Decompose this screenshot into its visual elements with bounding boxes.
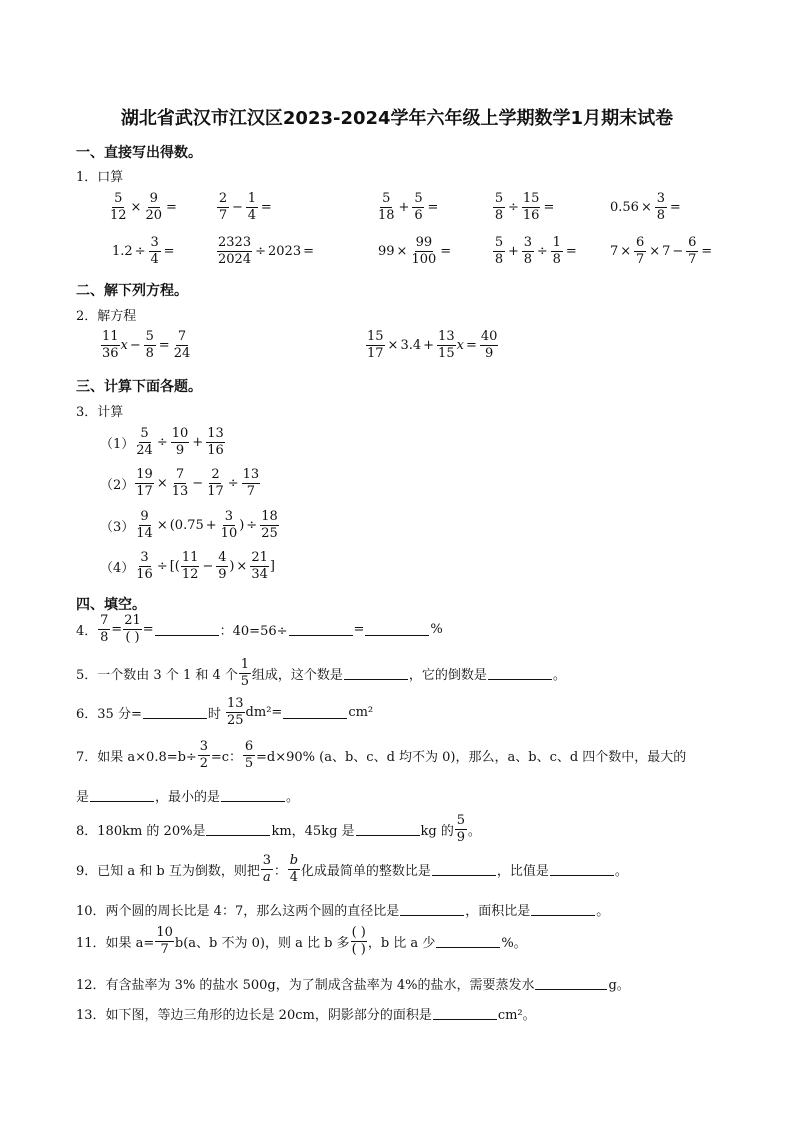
answer-blank[interactable]	[344, 667, 408, 680]
oral-item-5: 0.56 × $\frac{3}{8}$ =	[610, 191, 681, 223]
answer-blank[interactable]	[221, 789, 285, 802]
question-5: 5．一个数由 3 个 1 和 4 个 $\frac{1}{5}$ 组成，这个数是 ，它的倒数是 。	[76, 657, 566, 689]
question-10: 10．两个圆的周长比是 4：7，那么这两个圆的直径比是 ，面积比是 。	[76, 904, 610, 919]
oral-item-6: 1.2 ÷ $\frac{3}{4}$ =	[112, 235, 175, 267]
section-heading-4: 四、填空。	[76, 597, 146, 613]
oral-item-8: 99 × $\frac{99}{100}$ =	[378, 235, 452, 267]
answer-blank[interactable]	[155, 623, 219, 636]
equation-2: $\frac{15}{17}$ × 3.4 + $\frac{13}{15}$ x = $\frac{40}{9}$	[367, 329, 498, 361]
question-1-label: 1．口算	[76, 170, 124, 185]
oral-item-1: $\frac{5}{12}$ × $\frac{9}{20}$ =	[110, 191, 177, 223]
question-7: 7．如果 a×0.8=b÷ $\frac{3}{2}$ =c： $\frac{6}{5}$ =d×90% (a、b、c、d 均不为 0)，那么，a、b、c、d 四个数中，最大的	[76, 739, 687, 771]
question-4: 4． $\frac{7}{8}$ = $\frac{21}{( )}$ = ：40=56÷ = %	[76, 613, 443, 645]
question-13: 13．如下图，等边三角形的边长是 20cm，阴影部分的面积是 cm²。	[76, 1008, 536, 1023]
answer-blank[interactable]	[356, 823, 420, 836]
question-6: 6．35 分= 时 $\frac{13}{25}$ dm²= cm²	[76, 696, 374, 728]
answer-blank[interactable]	[531, 903, 595, 916]
answer-blank[interactable]	[400, 903, 464, 916]
calc-item-1: （1） $\frac{5}{24}$ ÷ $\frac{10}{9}$ + $\frac{13}{16}$	[100, 426, 224, 458]
answer-blank[interactable]	[365, 623, 429, 636]
answer-blank[interactable]	[535, 977, 607, 990]
answer-blank[interactable]	[433, 1007, 497, 1020]
question-2-label: 2．解方程	[76, 309, 137, 324]
answer-blank[interactable]	[206, 823, 270, 836]
answer-blank[interactable]	[283, 706, 347, 719]
question-7-cont: 是 ，最小的是 。	[76, 790, 300, 805]
section-heading-1: 一、直接写出得数。	[76, 145, 202, 161]
answer-blank[interactable]	[143, 706, 207, 719]
calc-item-3: （3） $\frac{9}{14}$ × (0.75 + $\frac{3}{10}$ ) ÷ $\frac{18}{25}$	[100, 509, 278, 541]
equation-1: $\frac{11}{36}$ x − $\frac{5}{8}$ = $\frac{7}{24}$	[102, 329, 191, 361]
answer-blank[interactable]	[289, 623, 353, 636]
page-title: 湖北省武汉市江汉区2023-2024学年六年级上学期数学1月期末试卷	[120, 108, 674, 129]
answer-blank[interactable]	[90, 789, 154, 802]
answer-blank[interactable]	[550, 863, 614, 876]
oral-item-10: 7 × $\frac{6}{7}$ × 7 − $\frac{6}{7}$ =	[610, 235, 713, 267]
answer-blank[interactable]	[432, 863, 496, 876]
calc-item-2: （2） $\frac{19}{17}$ × $\frac{7}{13}$ − $\frac{2}{17}$ ÷ $\frac{13}{7}$	[100, 467, 260, 499]
oral-item-9: $\frac{5}{8}$ + $\frac{3}{8}$ ÷ $\frac{1}{8}$ =	[494, 235, 577, 267]
question-8: 8．180km 的 20%是 km，45kg 是 kg 的 $\frac{5}{9}$ 。	[76, 813, 481, 845]
oral-item-2: $\frac{2}{7}$ − $\frac{1}{4}$ =	[218, 191, 272, 223]
question-3-label: 3．计算	[76, 405, 124, 420]
answer-blank[interactable]	[436, 935, 500, 948]
oral-item-7: $\frac{2323}{2024}$ ÷ 2023 =	[218, 235, 314, 267]
oral-item-3: $\frac{5}{18}$ + $\frac{5}{6}$ =	[378, 191, 439, 223]
section-heading-2: 二、解下列方程。	[76, 283, 188, 299]
oral-item-4: $\frac{5}{8}$ ÷ $\frac{15}{16}$ =	[494, 191, 555, 223]
calc-item-4: （4） $\frac{3}{16}$ ÷ [( $\frac{11}{12}$ − $\frac{4}{9}$ ) × $\frac{21}{34}$ ]	[100, 550, 275, 582]
question-9: 9．已知 a 和 b 互为倒数，则把 $\frac{3}{a}$ ： $\frac{b}{4}$ 化成最简单的整数比是 ，比值是 。	[76, 853, 628, 885]
answer-blank[interactable]	[488, 667, 552, 680]
question-12: 12．有含盐率为 3% 的盐水 500g，为了制成含盐率为 4%的盐水，需要蒸发水 g。	[76, 978, 630, 993]
question-11: 11．如果 a= $\frac{10}{7}$ b(a、b 不为 0)，则 a 比 b 多 $\frac{( )}{( )}$ ，b 比 a 少 %。	[76, 925, 527, 957]
section-heading-3: 三、计算下面各题。	[76, 379, 202, 395]
